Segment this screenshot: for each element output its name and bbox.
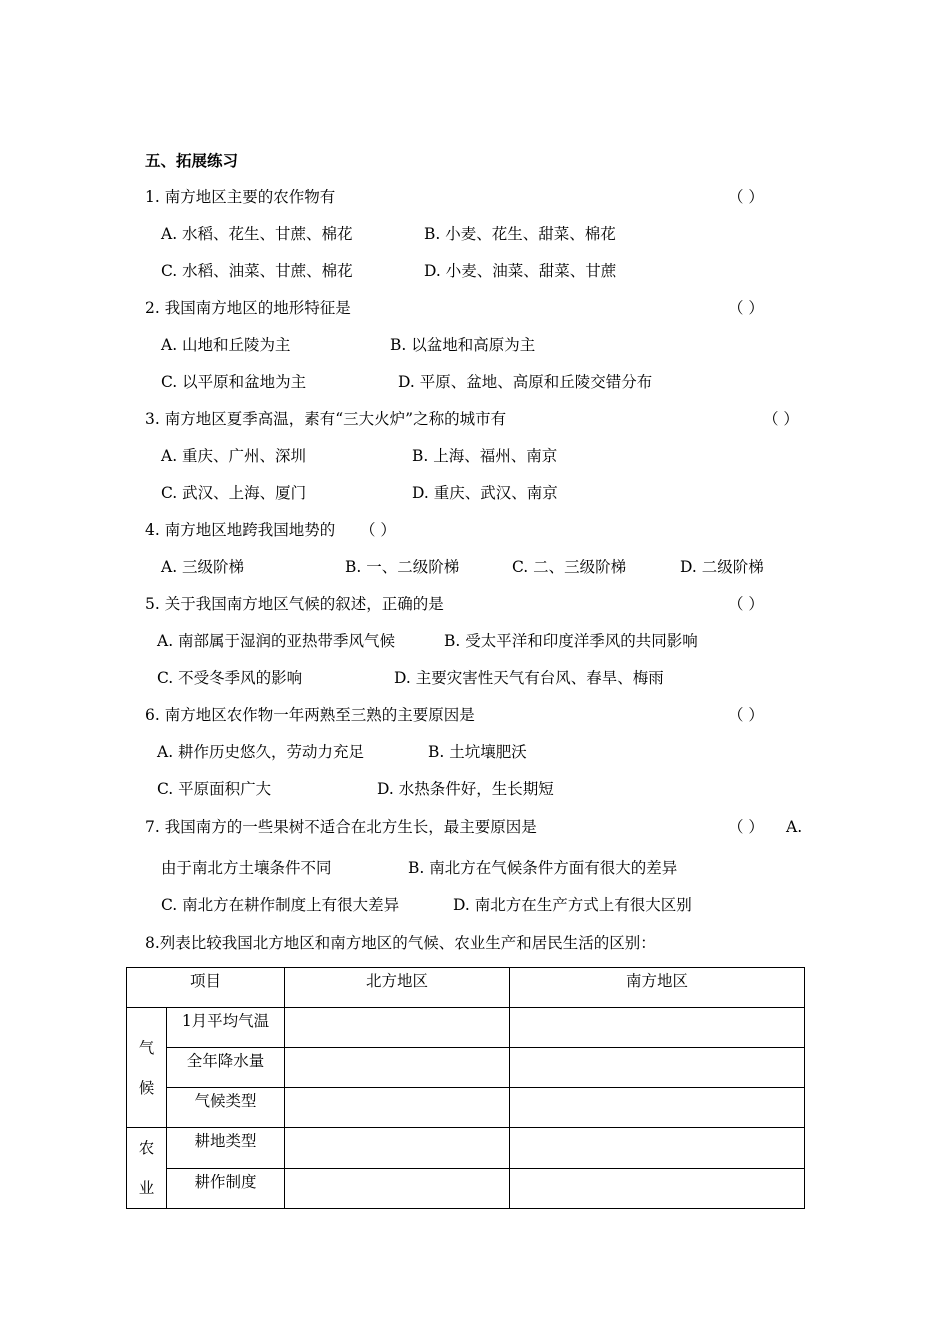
answer-cell[interactable] bbox=[510, 1128, 805, 1169]
option-a: A. 南部属于湿润的亚热带季风气候 bbox=[157, 632, 396, 650]
option-a: A. 三级阶梯 bbox=[161, 558, 245, 576]
group-char: 业 bbox=[138, 1179, 155, 1197]
question-6-stem: 6. 南方地区农作物一年两熟至三熟的主要原因是 bbox=[145, 706, 475, 724]
table-row bbox=[127, 1088, 805, 1128]
question-8-stem: 8.列表比较我国北方地区和南方地区的气候、农业生产和居民生活的区别： bbox=[145, 934, 656, 952]
option-b: B. 一、二级阶梯 bbox=[345, 558, 460, 576]
table-row bbox=[127, 1008, 805, 1048]
question-2-stem: 2. 我国南方地区的地形特征是 bbox=[145, 299, 351, 317]
group-agriculture bbox=[127, 1128, 167, 1209]
comparison-table bbox=[126, 967, 805, 1209]
answer-blank: （ ） bbox=[360, 521, 396, 539]
question-4-stem: 4. 南方地区地跨我国地势的 bbox=[145, 521, 336, 539]
question-3-stem: 3. 南方地区夏季高温，素有“三大火炉”之称的城市有 bbox=[145, 410, 507, 428]
row-label: 全年降水量 bbox=[167, 1048, 285, 1088]
option-c: C. 武汉、上海、厦门 bbox=[161, 484, 307, 502]
option-c: C. 水稻、油菜、甘蔗、棉花 bbox=[161, 262, 353, 280]
row-label: 气候类型 bbox=[167, 1088, 285, 1128]
option-b: B. 南北方在气候条件方面有很大的差异 bbox=[408, 859, 678, 877]
table-row bbox=[127, 1048, 805, 1088]
option-a: 由于南北方土壤条件不同 bbox=[161, 859, 332, 877]
option-b: B. 受太平洋和印度洋季风的共同影响 bbox=[444, 632, 698, 650]
header-south: 南方地区 bbox=[510, 968, 805, 1008]
table-header-row bbox=[127, 968, 805, 1008]
option-c: C. 南北方在耕作制度上有很大差异 bbox=[161, 896, 400, 914]
option-c: C. 二、三级阶梯 bbox=[512, 558, 627, 576]
option-d: D. 重庆、武汉、南京 bbox=[412, 484, 558, 502]
option-b: B. 以盆地和高原为主 bbox=[390, 336, 536, 354]
answer-blank: （ ） bbox=[728, 299, 764, 317]
option-b: B. 小麦、花生、甜菜、棉花 bbox=[424, 225, 616, 243]
question-7-stem: 7. 我国南方的一些果树不适合在北方生长，最主要原因是 bbox=[145, 818, 537, 836]
answer-cell[interactable] bbox=[285, 1008, 510, 1048]
header-north: 北方地区 bbox=[285, 968, 510, 1008]
option-a: A. 水稻、花生、甘蔗、棉花 bbox=[161, 225, 353, 243]
answer-blank: （ ） bbox=[728, 595, 764, 613]
answer-cell[interactable] bbox=[510, 1048, 805, 1088]
row-label: 耕作制度 bbox=[167, 1168, 285, 1209]
group-climate bbox=[127, 1008, 167, 1128]
group-char: 气 bbox=[138, 1038, 155, 1057]
header-item: 项目 bbox=[127, 968, 285, 1008]
option-c: C. 以平原和盆地为主 bbox=[161, 373, 307, 391]
row-label: 耕地类型 bbox=[167, 1128, 285, 1169]
answer-blank: （ ） bbox=[728, 188, 764, 206]
question-1-stem: 1. 南方地区主要的农作物有 bbox=[145, 188, 336, 206]
option-d: D. 南北方在生产方式上有很大区别 bbox=[453, 896, 692, 914]
answer-cell[interactable] bbox=[285, 1048, 510, 1088]
answer-cell[interactable] bbox=[285, 1128, 510, 1169]
table-row bbox=[127, 1168, 805, 1209]
option-b: B. 上海、福州、南京 bbox=[412, 447, 558, 465]
answer-cell[interactable] bbox=[285, 1088, 510, 1128]
option-a: A. 山地和丘陵为主 bbox=[161, 336, 291, 354]
option-d: D. 主要灾害性天气有台风、春旱、梅雨 bbox=[394, 669, 664, 687]
option-d: D. 平原、盆地、高原和丘陵交错分布 bbox=[398, 373, 653, 391]
option-b: B. 土坑壤肥沃 bbox=[428, 743, 527, 761]
option-c: C. 不受冬季风的影响 bbox=[157, 669, 303, 687]
answer-cell[interactable] bbox=[285, 1168, 510, 1209]
row-label: 1月平均气温 bbox=[167, 1008, 285, 1048]
answer-blank: （ ） bbox=[763, 410, 799, 428]
answer-blank: （ ） bbox=[728, 706, 764, 724]
question-5-stem: 5. 关于我国南方地区气候的叙述，正确的是 bbox=[145, 595, 444, 613]
group-char: 农 bbox=[138, 1139, 155, 1157]
option-d: D. 水热条件好，生长期短 bbox=[377, 780, 554, 798]
table-row bbox=[127, 1128, 805, 1169]
answer-cell[interactable] bbox=[510, 1168, 805, 1209]
option-c: C. 平原面积广大 bbox=[157, 780, 272, 798]
section-title: 五、拓展练习 bbox=[145, 151, 239, 170]
group-char: 候 bbox=[138, 1078, 155, 1097]
option-d: D. 小麦、油菜、甜菜、甘蔗 bbox=[424, 262, 617, 280]
option-a: A. 重庆、广州、深圳 bbox=[161, 447, 307, 465]
answer-cell[interactable] bbox=[510, 1008, 805, 1048]
answer-cell[interactable] bbox=[510, 1088, 805, 1128]
option-a: A. 耕作历史悠久，劳动力充足 bbox=[157, 743, 365, 761]
answer-blank: （ ） bbox=[728, 818, 764, 836]
option-a-marker: A. bbox=[786, 818, 803, 836]
option-d: D. 二级阶梯 bbox=[680, 558, 764, 576]
